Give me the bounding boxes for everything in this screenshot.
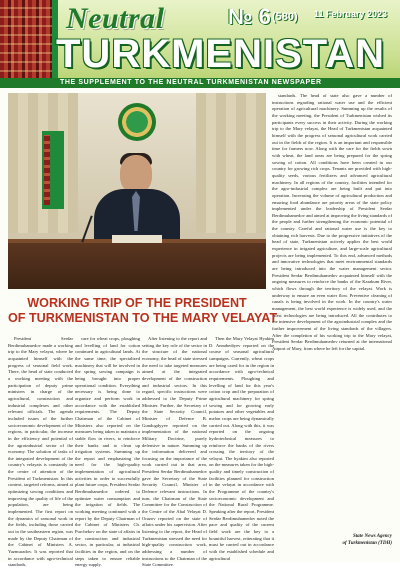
person-head (120, 155, 152, 193)
issue-number: № 6 (228, 4, 271, 29)
carpet-ornament (0, 0, 52, 88)
agency-credit (272, 534, 392, 547)
president-photo (8, 93, 266, 289)
state-emblem (118, 103, 156, 141)
article-text-col4: Then the Mary Velayat Hyakim D. Annabediyev reported on the course of seasonal agricultural campaigns. Currently, wheat crops are being cared for in the region in accordance with agro-technical requirements. Ploughing and levelling of land for this year's cotton crop and the preparation of agricultural machinery for spring sowing and for growing early potatoes and other vegetables and melon crops are being dynamically carried out. Along with this, it was reported on the ongoing hydrotechnical measures to reinforce the banks of the rivers crossing the territory of the velayat. The hyakim also reported on the measures taken for the high-quality and timely construction of facilities planned for construction in the velayat in accordance with the Programme of the country's socioeconomic development and the National Rural Programme. Speaking after the report, President Serdar Berdimuhamedov noted the pace and quality of the current field work are the key to a bountiful harvest, reiterating that it must be carried out in accordance with the established schedule and agricultural (209, 336, 274, 561)
article-column-3 (142, 336, 207, 568)
article-text-col5: standards. The head of state also gave a number of instructions regarding rational water use and the efficient operation of agricultural machinery. Summing up the results of the working meeting, the President of Turkmenistan wished its participants every success in their activity. During the working trip to the Mary velayat, the Head of Turkmenistan acquainted himself with the progress of seasonal agricultural work carried out in the fields of the region. It is an important and responsible time for farmers now. Along with the care for the fields sown with wheat, the land areas are being prepared for the spring sowing of cotton. All conditions have been created in our country for growing rich crops. Tenants are provided with high-quality seeds, various fertilizers and advanced agricultural machinery. In all regions of the country, facilities intended for the agro-industrial complex are being built and put into operation. Increasing the volume of agricultural production and ensuring food abundance are priority areas of the state policy implemented under the leadership of President Serdar Berdimuhamedov and aimed at improving the living standards of the people and further strengthening the economic potential of the country. Careful and rational water use is the key to obtaining rich harvests. Due to the progressive initiatives of the head of state, Turkmenistan actively applies the best world experience in irrigated agriculture, and large-scale agricultural projects are being implemented. To this end, advanced methods and innovative technologies that meet environmental standards are being introduced into the water management sector. President Serdar Berdimuhamedov acquainted himself with the ongoing measures to reinforce the banks of the Karakum River, which flows through the territory of the velayat. Work is underway to ensure an even water flow. Preventive cleaning of canals is being involved in the work. In the country's water management, the best world experience is widely used, and the latest technologies are being introduced. All the contributes to the intensive development of the agroindustrial complex and the further improvement of the living standards of the villagers. After the completion of his working trip to the Mary velayat, President Serdar Berdimuhamedov returned at the international Airport of Mary, from where he left for the capital. (272, 93, 392, 351)
issue-number-alt: (580) (272, 11, 298, 23)
issue-date: 11 February 2023 (314, 9, 388, 19)
article-column-2 (75, 336, 140, 568)
article-text-col2: care for wheat crops, ploughing and levelling of land for cotton continued in agricultural lands. At the same time, the specialized machinery that will be involved in the spring sowing campaign is being brought into proper operational condition. Everything necessary is being done to organize and perform work in accordance with the established requirements. The Deputy Chairman of the Cabinet of Ministers also reported on the measures being taken to maintain a stable flow in rivers, to reinforce their banks and to clean up irrigation systems. Summing up the report and emphasizing the need for the high-quality implementation of agricultural activities in order to successfully plant future crops, President Serdar Berdimuhamedov ordered to optimize water consumption and the irrigation of fields. The working meeting continued with a report by the Deputy Chairman of the Cabinet of Ministers Ch. Purchekov on the state of affairs in the construction and industrial sector, in particular, at industrial facilities in the region, and on the steps taken to ensure reliable energy supply. (75, 336, 140, 568)
national-flag (42, 131, 64, 209)
masthead-turkmenistan: TURKMENISTAN (56, 32, 386, 76)
masthead (0, 0, 400, 88)
supplement-tagline: THE SUPPLEMENT TO THE NEUTRAL TURKMENISTAN NEWSPAPER (60, 79, 322, 86)
desk (8, 243, 266, 289)
article-title-line1: WORKING TRIP OF THE PRESIDENT (27, 296, 247, 310)
agency-credit-line1: State News Agency (353, 534, 392, 539)
issue-number-box (228, 6, 298, 30)
article-column-4 (209, 336, 274, 561)
nameplate (112, 235, 162, 243)
article-text-col3: After listening to the report and setting the key role of the sector in the structure of the national economy, the head of state stressed the need to take targeted measures aimed at the integrated development of the construction and industrial sectors. In this regard, specific instructions were addressed to the Deputy Prime Minister. Further, the Secretary of the State Security Council, Minister of Defence B. Gundogdyyev reported on the implementation of the national Military Doctrine, purely defensive in nature. Summing up the information delivered and focusing on the importance of the work carried out in that area, President Serdar Berdimuhamedov gave the Secretary of the State Security Council, Minister of Defence relevant instructions. In turn, the Chairman of the State Committee for the Construction of the Centre of the Ahal Velayat D. Orazov reported on the state of affairs under his supervision. After listening to the report, the Head of Turkmenistan stressed the need for high-quality construction work, addressing a number of instructions to the Chairman of the State Committee. (142, 336, 207, 568)
article-title (8, 296, 278, 326)
article-column-1 (8, 336, 73, 568)
article-text-col1: President Serdar Berdimuhamedov made a working trip to the Mary velayat, where he acquainted himself with the progress of seasonal field work. There, the head of state conducted a working meeting with the participation of deputy prime ministers in charge of the agricultural, construction and industrial complexes and other relevant officials. The agenda included issues of the further socioeconomic development of the regions, in particular, the increase in the efficiency and potential of the agroindustrial sector of the economy. The solution of tasks of the integrated development of the country's velayats is constantly in the centre of attention of the President of Turkmenistan. In this context, targeted reforms, aimed at optimizing sowing conditions and improving the quality of life of the population, are being implemented. The first report on the dynamics of seasonal work in the fields, including those carried out in the southeastern region, was made by the Deputy Chairman of the Cabinet of Ministers A. Yazmuradov. It was reported that in accordance with agro-technical standards, (8, 336, 73, 568)
article-title-line2: OF TURKMENISTAN TO THE MARY VELAYAT (8, 311, 278, 325)
wall-panel-right (196, 93, 266, 233)
masthead-neutral: Neutral (66, 2, 165, 35)
article-column-5 (272, 93, 392, 499)
agency-credit-line2: of Turkmenistan (TDH) (342, 540, 392, 546)
